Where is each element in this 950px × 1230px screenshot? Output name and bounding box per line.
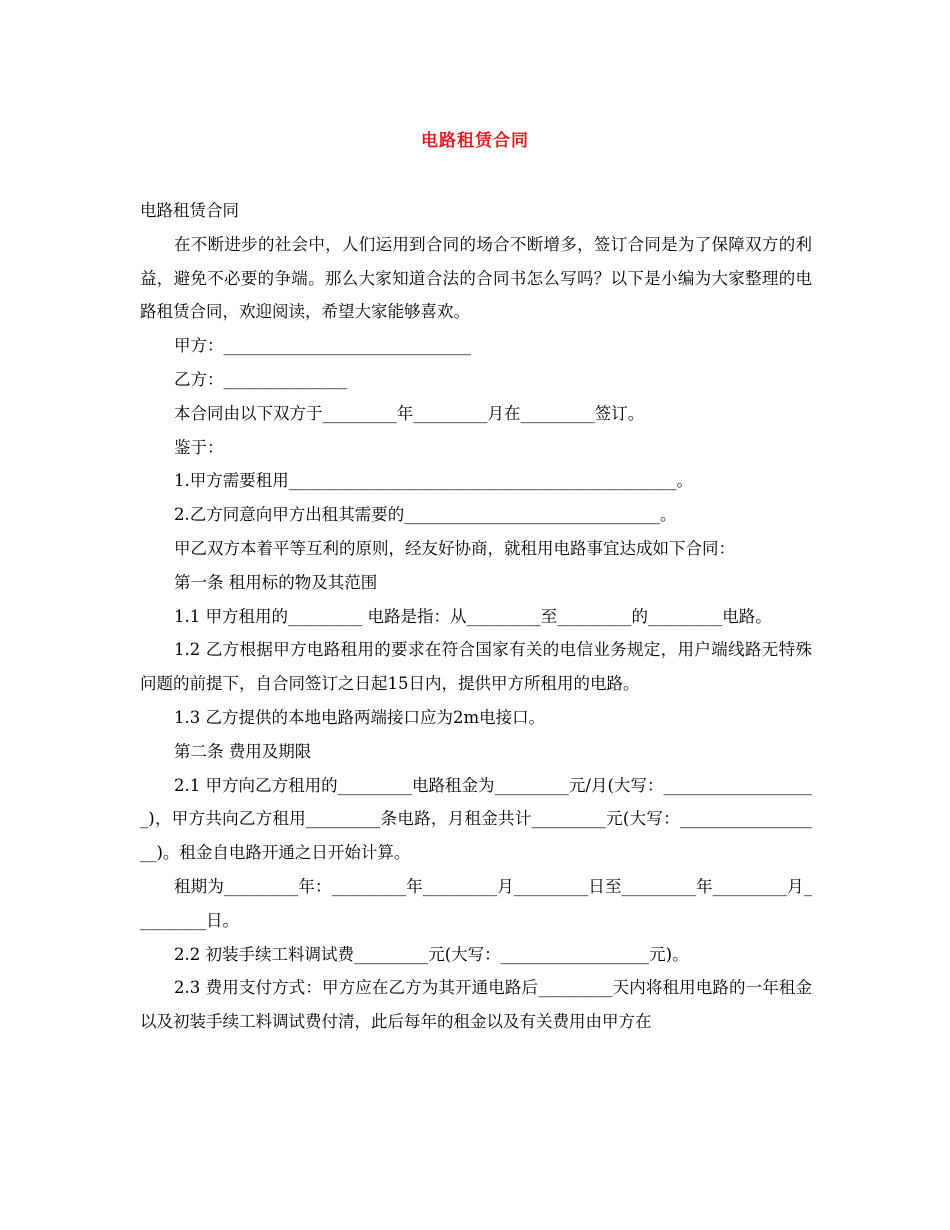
paragraph: 本合同由以下双方于_________年_________月在_________签订。 [174,403,645,423]
clause: 2.2 初装手续工料调试费_________元(大写：__________________元)。 [174,944,689,964]
article-heading: 第二条 费用及期限 [174,741,312,761]
paragraph: 鉴于： [174,437,224,457]
clause: 2.3 费用支付方式：甲方应在乙方为其开通电路后_________天内将租用电路的一年租金以及初装手续工料调试费付清，此后每年的租金以及有关费用由甲方在 [140,978,812,1032]
paragraph: 甲乙双方本着平等互利的原则，经友好协商，就租用电路事宜达成如下合同： [174,538,735,558]
paragraph: 1.甲方需要租用_______________________________________________。 [174,471,693,491]
document-title: 电路租赁合同 [421,131,529,151]
party-b-line: 乙方：_______________ [174,369,348,389]
document-body [140,194,812,1039]
paragraph: 在不断进步的社会中，人们运用到合同的场合不断增多，签订合同是为了保障双方的利益，避免不必要的争端。那么大家知道合法的合同书怎么写吗？以下是小编为大家整理的电路租赁合同，欢迎阅读，希望大家能够喜欢。 [140,234,812,322]
paragraph: 2.乙方同意向甲方出租其需要的_______________________________。 [174,505,677,525]
party-a-line: 甲方：______________________________ [174,336,471,356]
article-heading: 第一条 租用标的物及其范围 [174,572,378,592]
clause: 租期为_________年：_________年_________月_________日至_________年_________月_________日。 [140,876,812,930]
clause: 1.1 甲方租用的_________ 电路是指：从_________至_________的_________电路。 [174,606,772,626]
paragraph: 电路租赁合同 [140,201,239,220]
clause: 1.2 乙方根据甲方电路租用的要求在符合国家有关的电信业务规定，用户端线路无特殊问题的前提下，自合同签订之日起15日内，提供甲方所租用的电路。 [140,640,812,694]
clause: 2.1 甲方向乙方租用的_________电路租金为_________元/月(大写：___________________)，甲方共向乙方租用_________条电路，月租金共计_________元(大写：__________________)。租金自电路开通之日开始计算。 [140,775,812,863]
clause: 1.3 乙方提供的本地电路两端接口应为2m电接口。 [174,707,546,727]
